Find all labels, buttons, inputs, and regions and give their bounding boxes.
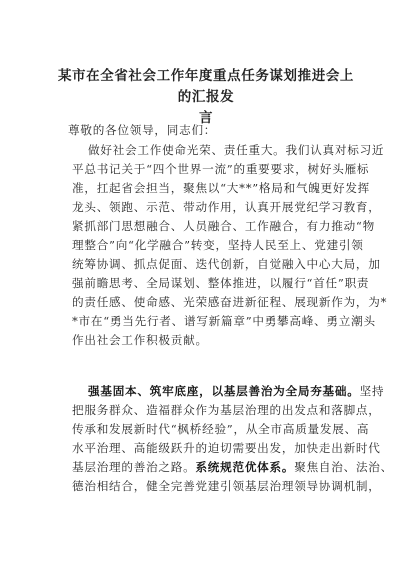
paragraph-line: 做好社会工作使命光荣、责任重大。我们认真对标习近 — [88, 143, 385, 157]
paragraph-line: 作出社会工作积极贡献。 — [72, 333, 208, 347]
paragraph-line: 传承和发展新时代“枫桥经验”，从全市高质量发展、高 — [72, 422, 370, 436]
paragraph-text: 聚焦自治、法治、 — [294, 460, 393, 474]
title-line-2: 言 — [198, 110, 214, 126]
salutation — [68, 121, 364, 140]
paragraph-line: 德治相结合，健全完善党建引领基层治理领导协调机制， — [72, 479, 381, 493]
paragraph-1 — [72, 141, 388, 350]
salutation-text: 尊敬的各位领导，同志们： — [68, 123, 217, 137]
paragraph-line — [72, 458, 393, 477]
heading-bold-1: 强基固本、筑牢底座，以基层善治为全局夯基础。 — [88, 384, 360, 398]
paragraph-2 — [72, 382, 393, 496]
paragraph-line: 龙头、领跑、示范、带动作用，认真开展党纪学习教育， — [72, 200, 381, 214]
document-title — [56, 66, 356, 129]
paragraph-line: 的责任感、使命感、光荣感奋进新征程、展现新作为，为* — [72, 295, 388, 309]
paragraph-line: 平总书记关于“四个世界一流”的重要要求，树好头雁标 — [72, 162, 370, 176]
paragraph-line — [88, 382, 385, 401]
paragraph-line: 准，扛起省会担当，聚焦以“大**”格局和气魄更好发挥 — [72, 181, 371, 195]
paragraph-line: 统筹协调、抓点促面、迭代创新，自觉融入中心大局，加 — [72, 257, 381, 271]
paragraph-line: 理整合”向“化学融合”转变，坚持人民至上、党建引领 — [72, 238, 364, 252]
paragraph-line: 水平治理、高能级跃升的迫切需要出发，加快走出新时代 — [72, 441, 381, 455]
paragraph-text: 基层治理的善治之路。 — [72, 460, 196, 474]
paragraph-line: 把服务群众、造福群众作为基层治理的出发点和落脚点， — [72, 403, 381, 417]
paragraph-line: 强前瞻思考、全局谋划、整体推进，以履行“首任”职责 — [72, 276, 370, 290]
heading-bold-2: 系统规范优体系。 — [195, 460, 295, 474]
title-line-1: 某市在全省社会工作年度重点任务谋划推进会上的汇报发 — [57, 68, 355, 105]
paragraph-text: 坚持 — [359, 384, 385, 398]
paragraph-line: *市在“勇当先行者、谱写新篇章”中勇攀高峰、勇立潮头 — [72, 314, 376, 328]
paragraph-line: 紧抓部门思想融合、人员融合、工作融合，有力推动“物 — [72, 219, 375, 233]
